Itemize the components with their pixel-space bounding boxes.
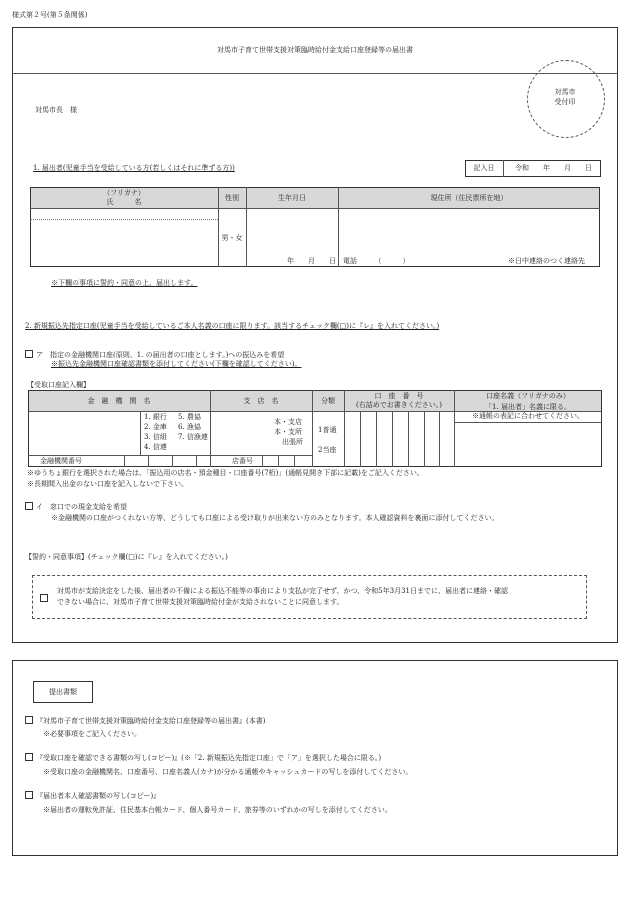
agree-note: ※下欄の事項に誓約・同意の上、届出します。 <box>51 279 198 287</box>
form-number: 様式第２号(第５条関係) <box>12 11 88 19</box>
section2-heading: 2. 新規振込先指定口座(児童手当を受給しているご本人名義の口座に限ります。該当するチェック欄(□)に『レ』を入れてください。) <box>25 322 440 330</box>
option-i-checkbox[interactable] <box>25 502 33 510</box>
doc-item-1 <box>25 716 265 726</box>
col-gender: 性別 <box>225 194 239 202</box>
doc-label-1: 『対馬市子育て世帯支援対策臨時給付金支給口座登録等の届出書』(本書) <box>36 717 266 725</box>
stamp-line2: 受付印 <box>554 98 576 106</box>
bank-type-7: 7. 信漁連 <box>178 433 208 441</box>
pledge-heading: 【誓約・同意事項】(チェック欄(□)に『レ』を入れてください。) <box>25 553 228 561</box>
holder-note2: ※通帳の表記に合わせてください。 <box>472 412 584 420</box>
bank-type-6: 6. 漁協 <box>178 423 201 431</box>
bank-type-5: 5. 農協 <box>178 413 201 421</box>
col-birth: 生年月日 <box>278 194 306 202</box>
documents-title: 提出書類 <box>49 688 77 696</box>
branch-code-label: 店番号 <box>232 457 253 465</box>
doc-item-2 <box>25 753 381 763</box>
bank-name-field[interactable] <box>29 412 139 454</box>
holder-note1: 「1. 届出者」名義に限る。 <box>485 403 571 411</box>
account-type-2[interactable]: 2当座 <box>318 446 337 454</box>
col-number: 口 座 番 号 <box>374 392 424 400</box>
name-field[interactable] <box>31 220 217 266</box>
col-holder: 口座名義（フリガナのみ） <box>486 392 570 400</box>
col-number-sub: (右詰めでお書きください。) <box>356 401 442 409</box>
bank-code-label: 金融機関番号 <box>40 457 82 465</box>
section1-heading: 1. 届出者(児童手当を受給している方(若しくはそれに準ずる方)) <box>33 164 235 172</box>
bank-type-1: 1. 銀行 <box>144 413 167 421</box>
doc-item-3 <box>25 791 160 801</box>
doc-checkbox-1[interactable] <box>25 716 33 724</box>
phone-note: ※日中連絡のつく連絡先 <box>508 257 585 265</box>
doc-note-1: ※必要事項をご記入ください。 <box>43 730 141 738</box>
birth-field[interactable]: 年 月 日 <box>287 257 336 265</box>
option-i-row[interactable] <box>25 502 127 512</box>
pledge-line2: できない場合に、対馬市子育て世帯支援対策臨時給付金が支給されないことに同意します。 <box>57 598 344 606</box>
branch-type-1: 本・支店 <box>274 418 302 426</box>
bank-type-2: 2. 金庫 <box>144 423 167 431</box>
col-address: 現住所（住民票所在地） <box>430 194 508 202</box>
option-a-label: ア 指定の金融機関口座(原則、1. の届出者の口座とします。)への振込みを希望 <box>36 351 285 359</box>
gender-field[interactable]: 男・女 <box>221 234 243 242</box>
doc-checkbox-2[interactable] <box>25 753 33 761</box>
option-i-label: イ 窓口での現金支給を希望 <box>36 503 127 511</box>
doc-label-2: 『受取口座を確認できる書類の写し(コピー)』(※「2. 新規振込先指定口座」で「ア」を選択した場合に限る。) <box>36 754 382 762</box>
stamp-line1: 対馬市 <box>554 88 576 96</box>
col-furigana: （フリガナ） <box>103 189 145 197</box>
entry-date-field[interactable]: 令和 年 月 日 <box>515 164 592 172</box>
option-a-note: ※振込先金融機関口座確認書類を添付してください(下欄を確認してください)。 <box>51 360 302 368</box>
note-longterm: ※長期間入出金のない口座を記入しないで下さい。 <box>27 480 188 488</box>
doc-checkbox-3[interactable] <box>25 791 33 799</box>
option-a-checkbox[interactable] <box>25 350 33 358</box>
pledge-line1: 対馬市が支給決定をした後、届出者の不備による振込不能等の事由により支払が完了せず、かつ、令和5年3月31日までに、届出者に連絡・確認 <box>57 587 508 595</box>
bank-type-4: 4. 信連 <box>144 443 167 451</box>
phone-field[interactable]: 電話 （ ） <box>343 257 410 265</box>
option-i-note: ※金融機関の口座がつくれない方等、どうしても口座による受け取りが出来ない方のみとなります。本人確認資料を裏面に添付してください。 <box>51 514 499 522</box>
branch-type-2: 本・支所 <box>274 428 302 436</box>
col-type: 分類 <box>321 397 335 405</box>
pledge-box <box>32 575 587 619</box>
col-branch: 支 店 名 <box>243 397 279 405</box>
doc-note-3: ※届出者の運転免許証、住民基本台帳カード、個人番号カード、旅券等のいずれかの写しを添付してください。 <box>43 806 392 814</box>
doc-note-2: ※受取口座の金融機関名、口座番号、口座名義人(カナ)が分かる通帳やキャッシュカードの写しを添付してください。 <box>43 768 413 776</box>
addressee: 対馬市長 様 <box>35 106 77 114</box>
account-type-1[interactable]: 1普通 <box>318 426 337 434</box>
branch-type-3: 出張所 <box>282 438 303 446</box>
note-yucho: ※ゆうちょ銀行を選択された場合は、「振込用の店名・預金種目・口座番号(7桁)」(通帳見開き下部に記載)をご記入ください。 <box>27 469 424 477</box>
bank-type-3: 3. 信組 <box>144 433 167 441</box>
account-title: 【受取口座記入欄】 <box>27 381 90 389</box>
entry-date-label: 記入日 <box>473 164 495 172</box>
col-name: 氏 名 <box>106 198 142 206</box>
form-title: 対馬市子育て世帯支援対策臨時給付金支給口座登録等の届出書 <box>217 46 413 54</box>
doc-label-3: 『届出者本人確認書類の写し(コピー)』 <box>36 792 161 800</box>
furigana-field[interactable] <box>31 209 217 219</box>
col-bank: 金 融 機 関 名 <box>87 397 151 405</box>
option-a-row[interactable] <box>25 350 284 360</box>
pledge-checkbox[interactable] <box>40 594 48 602</box>
main-form-frame <box>12 27 618 643</box>
